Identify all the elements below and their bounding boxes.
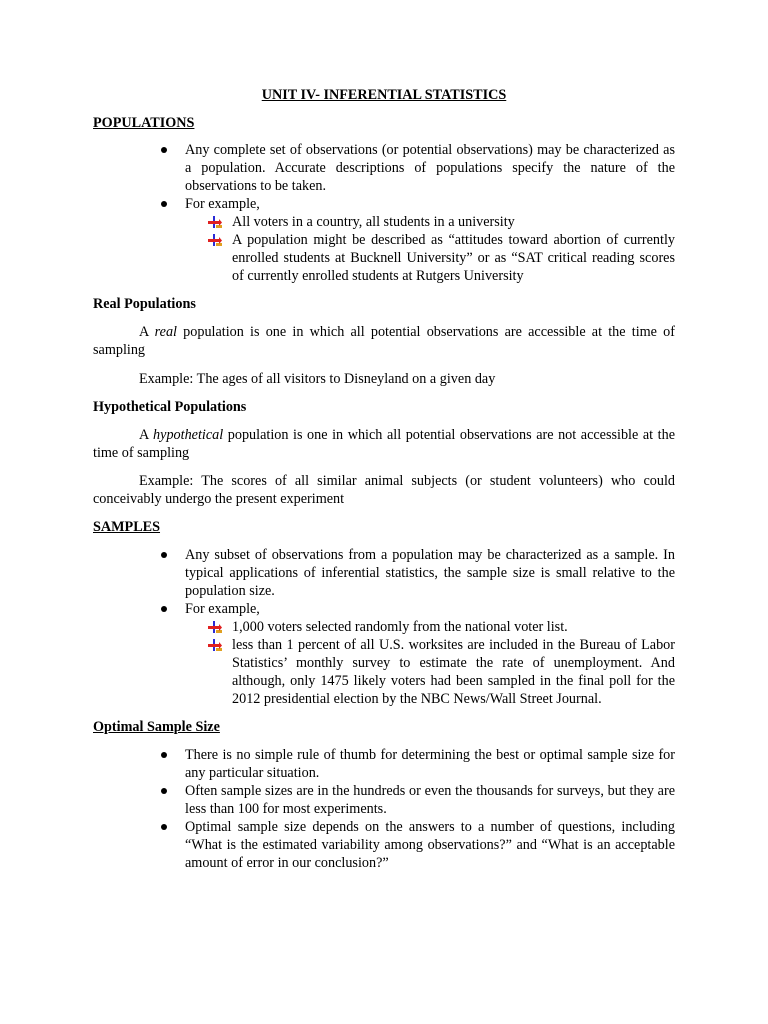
real-populations-paragraph: A real population is one in which all potential observations are accessible at the time of sampling [93, 324, 675, 358]
list-item: Optimal sample size depends on the answers to a number of questions, including “What is the estimated variability among observations?” and “What is an acceptable amount of error in our conclusion?” [93, 818, 675, 872]
list-item: Often sample sizes are in the hundreds or even the thousands for surveys, but they are less than 100 for most experiments. [93, 782, 675, 818]
optimal-sample-size-bullet-list [93, 746, 675, 872]
arrow-bullet-icon [208, 621, 222, 633]
populations-heading: POPULATIONS [93, 115, 195, 131]
list-item: All voters in a country, all students in a university [93, 213, 675, 231]
populations-sub-list [93, 213, 675, 285]
list-item: less than 1 percent of all U.S. worksites are included in the Bureau of Labor Statistics’ monthly survey to estimate the rate of unemployment. And although, only 1475 likely voters had been sampled in the final poll for the 2012 presidential election by the NBC News/Wall Street Journal. [93, 636, 675, 708]
bullet-dot-icon [161, 552, 167, 558]
bullet-dot-icon [161, 824, 167, 830]
samples-bullet-list [93, 546, 675, 618]
list-item: 1,000 voters selected randomly from the national voter list. [93, 618, 675, 636]
bullet-dot-icon [161, 606, 167, 612]
hypothetical-populations-example: Example: The scores of all similar animal subjects (or student volunteers) who could conceivably undergo the present experiment [93, 473, 675, 507]
real-populations-example: Example: The ages of all visitors to Disneyland on a given day [139, 371, 496, 387]
list-item: Any complete set of observations (or potential observations) may be characterized as a population. Accurate descriptions of populations specify the nature of the observations to be taken. [93, 141, 675, 195]
list-item: For example, [93, 195, 675, 213]
arrow-bullet-icon [208, 639, 222, 651]
bullet-dot-icon [161, 788, 167, 794]
list-item: There is no simple rule of thumb for determining the best or optimal sample size for any particular situation. [93, 746, 675, 782]
list-item: For example, [93, 600, 675, 618]
document-page [93, 86, 675, 872]
samples-heading: SAMPLES [93, 519, 161, 535]
bullet-dot-icon [161, 201, 167, 207]
optimal-sample-size-heading: Optimal Sample Size [93, 719, 220, 735]
populations-bullet-list [93, 141, 675, 213]
bullet-dot-icon [161, 752, 167, 758]
real-populations-heading: Real Populations [93, 296, 196, 312]
arrow-bullet-icon [208, 216, 222, 228]
list-item: Any subset of observations from a population may be characterized as a sample. In typical applications of inferential statistics, the sample size is small relative to the population size. [93, 546, 675, 600]
document-title: UNIT IV- INFERENTIAL STATISTICS [261, 87, 507, 103]
hypothetical-populations-paragraph: A hypothetical population is one in which all potential observations are not accessible at the time of sampling [93, 427, 676, 461]
bullet-dot-icon [161, 147, 167, 153]
samples-sub-list [93, 618, 675, 708]
arrow-bullet-icon [208, 234, 222, 246]
hypothetical-populations-heading: Hypothetical Populations [93, 399, 247, 415]
list-item: A population might be described as “attitudes toward abortion of currently enrolled students at Bucknell University” or as “SAT critical reading scores of currently enrolled students at Rutgers University [93, 231, 675, 285]
